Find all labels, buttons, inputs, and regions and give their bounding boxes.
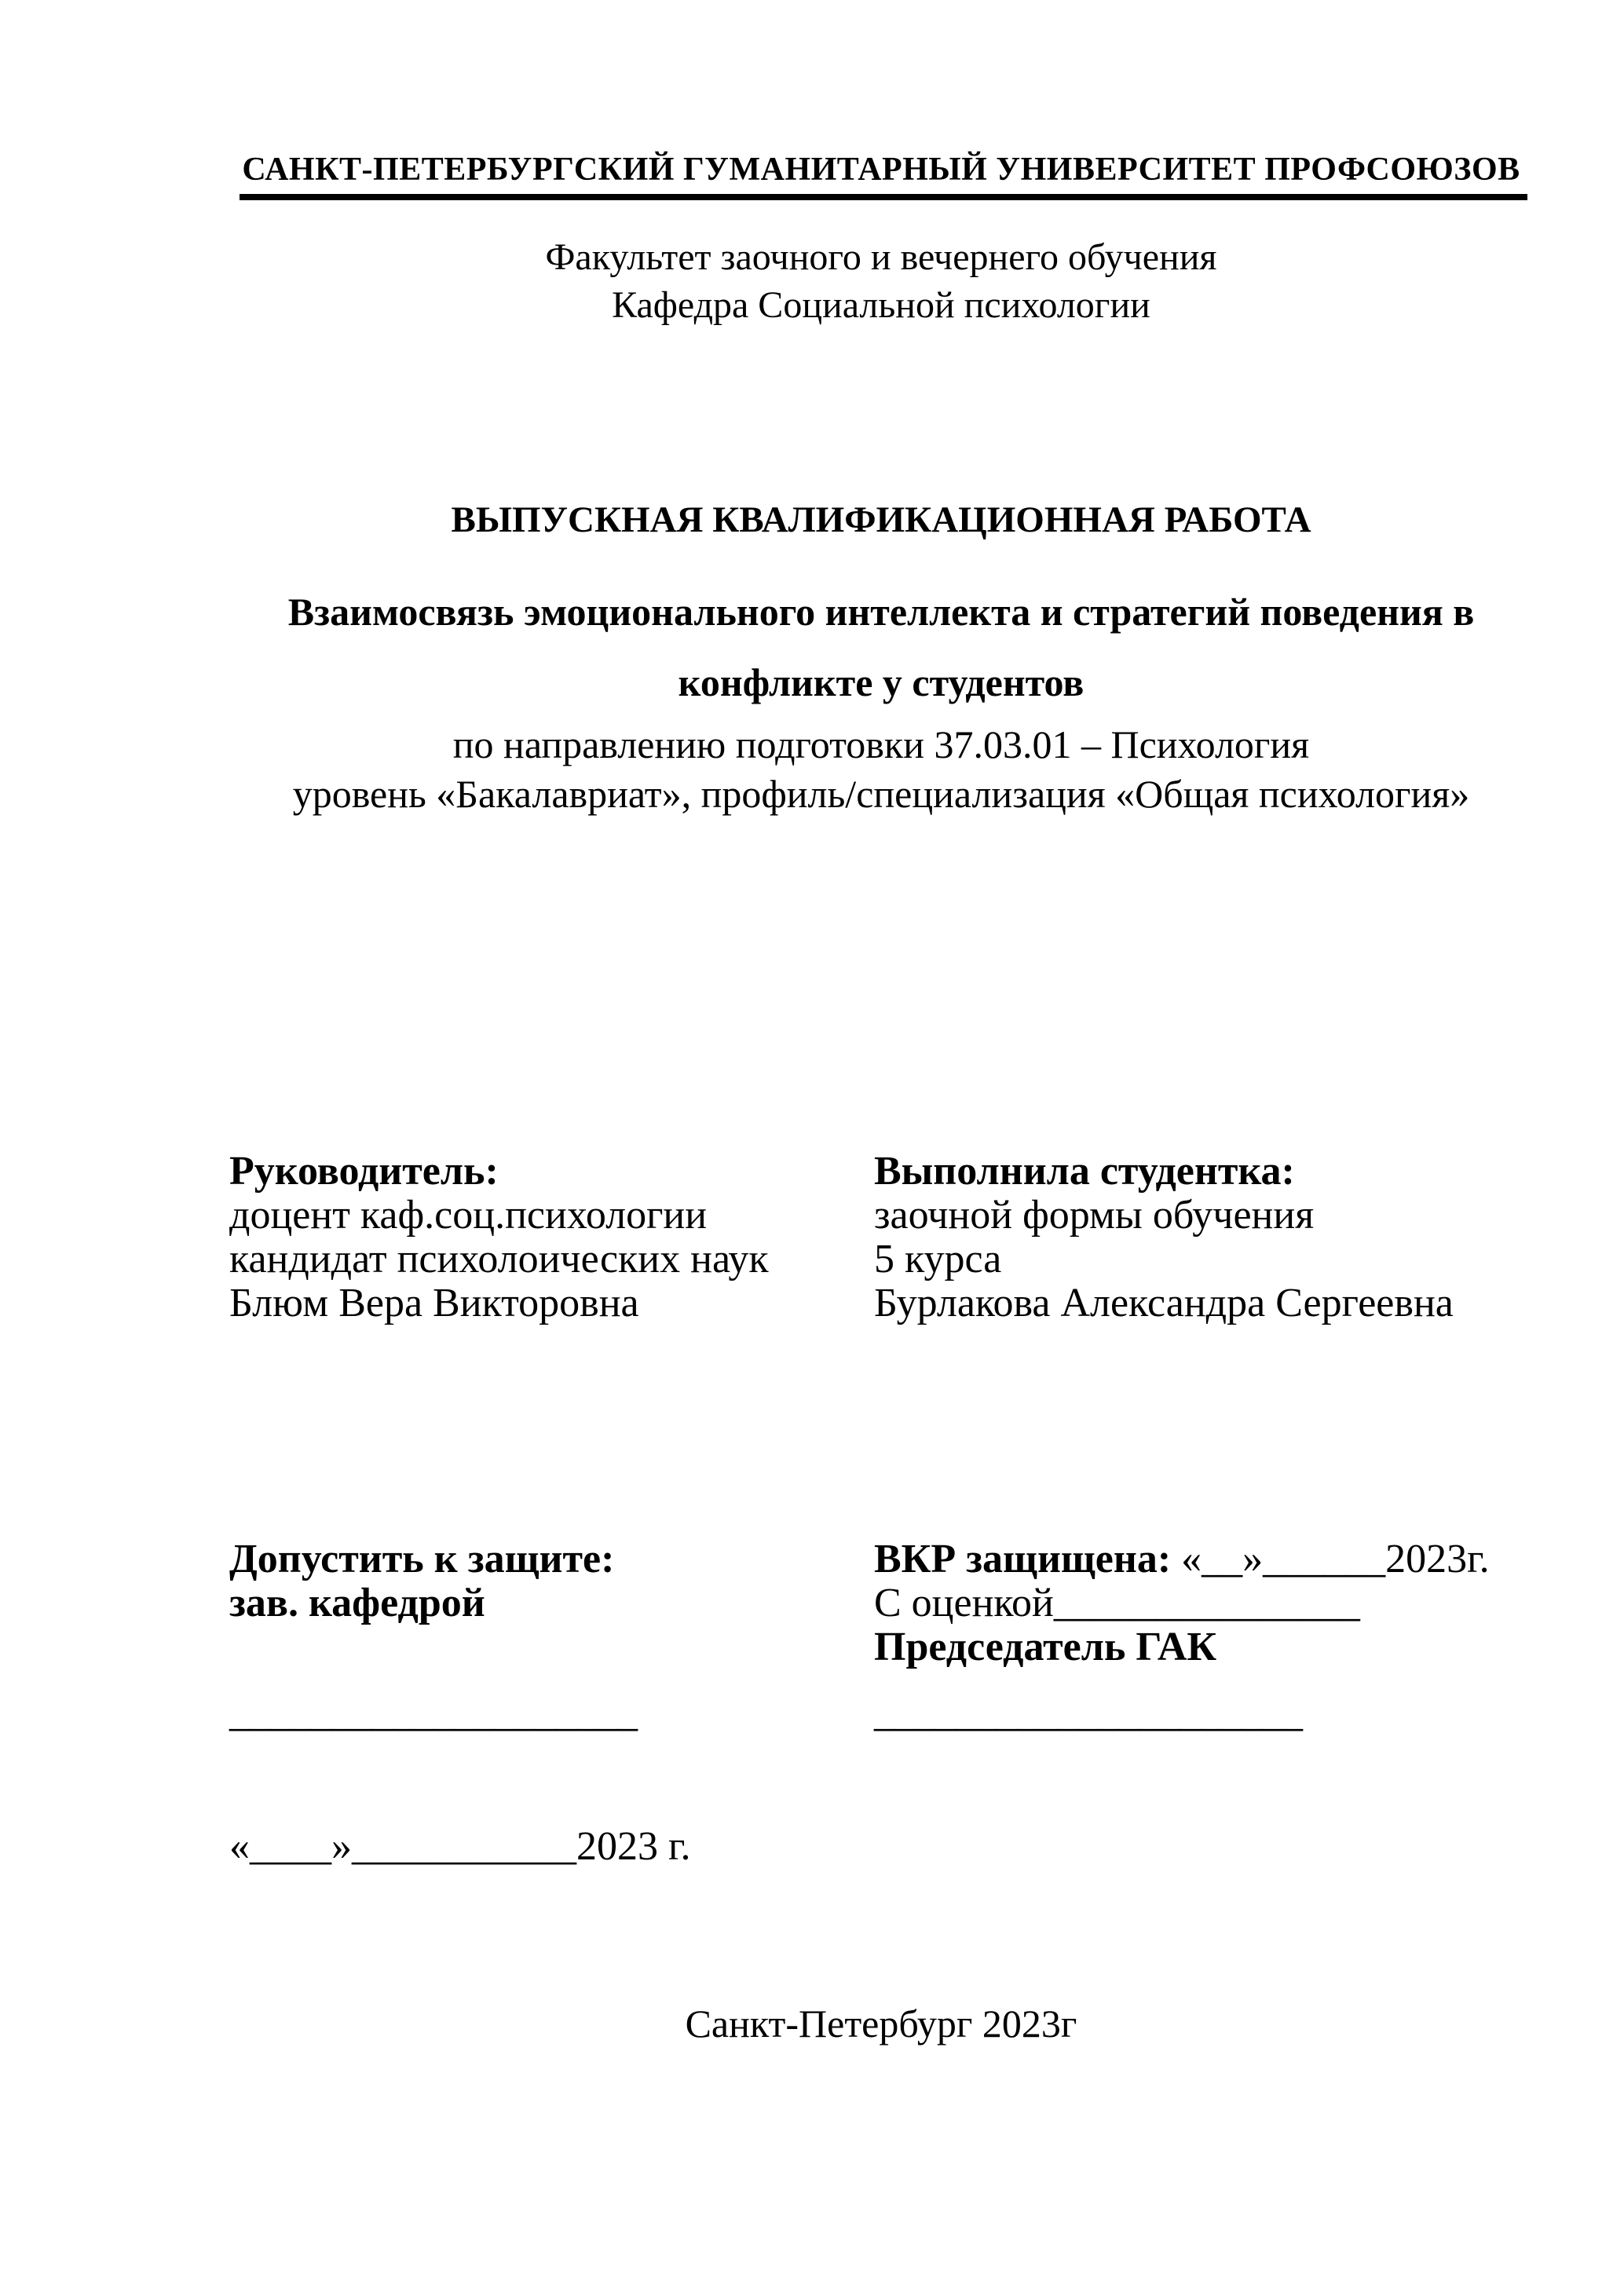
chairman-signature-line: _____________________	[874, 1691, 1303, 1735]
faculty-line: Факультет заочного и вечернего обучения	[545, 236, 1217, 278]
defense-line	[874, 1539, 1490, 1580]
student-name: Бурлакова Александра Сергеевна	[874, 1281, 1454, 1325]
work-type-heading: ВЫПУСКНАЯ КВАЛИФИКАЦИОННАЯ РАБОТА	[451, 499, 1311, 540]
defense-date-blank: «__»______2023г.	[1171, 1537, 1490, 1581]
defense-label: ВКР защищена:	[874, 1537, 1172, 1581]
student-course: 5 курса	[874, 1237, 1002, 1281]
header-underline-rule	[240, 194, 1527, 200]
admission-signature-line: ____________________	[229, 1691, 638, 1735]
thesis-title-line-1: Взаимосвязь эмоционального интеллекта и стратегий поведения в	[287, 590, 1475, 634]
department-line: Кафедра Социальной психологии	[612, 284, 1150, 326]
admission-subtitle: зав. кафедрой	[229, 1581, 485, 1625]
supervisor-name: Блюм Вера Викторовна	[229, 1281, 639, 1325]
supervisor-label: Руководитель:	[229, 1149, 499, 1194]
supervisor-position: доцент каф.соц.психологии	[229, 1193, 708, 1238]
student-study-form: заочной формы обучения	[874, 1193, 1315, 1238]
university-name: САНКТ-ПЕТЕРБУРГСКИЙ ГУМАНИТАРНЫЙ УНИВЕРСИТЕТ ПРОФСОЮЗОВ	[242, 152, 1520, 188]
date-blank-line: «____»___________2023 г.	[229, 1824, 691, 1869]
city-year-line: Санкт-Петербург 2023г	[685, 2002, 1077, 2046]
faculty-department-block	[229, 233, 1533, 329]
supervisor-degree: кандидат психолоических наук	[229, 1237, 769, 1281]
program-level-line: уровень «Бакалавриат», профиль/специализация «Общая психология»	[292, 772, 1470, 816]
admission-title: Допустить к защите:	[229, 1537, 615, 1581]
student-label: Выполнила студентка:	[874, 1149, 1295, 1194]
chairman-label: Председатель ГАК	[874, 1625, 1217, 1669]
thesis-title-line-2: конфликте у студентов	[678, 660, 1084, 704]
grade-blank-line: С оценкой_______________	[874, 1581, 1360, 1625]
program-direction-line: по направлению подготовки 37.03.01 – Психология	[452, 722, 1310, 766]
